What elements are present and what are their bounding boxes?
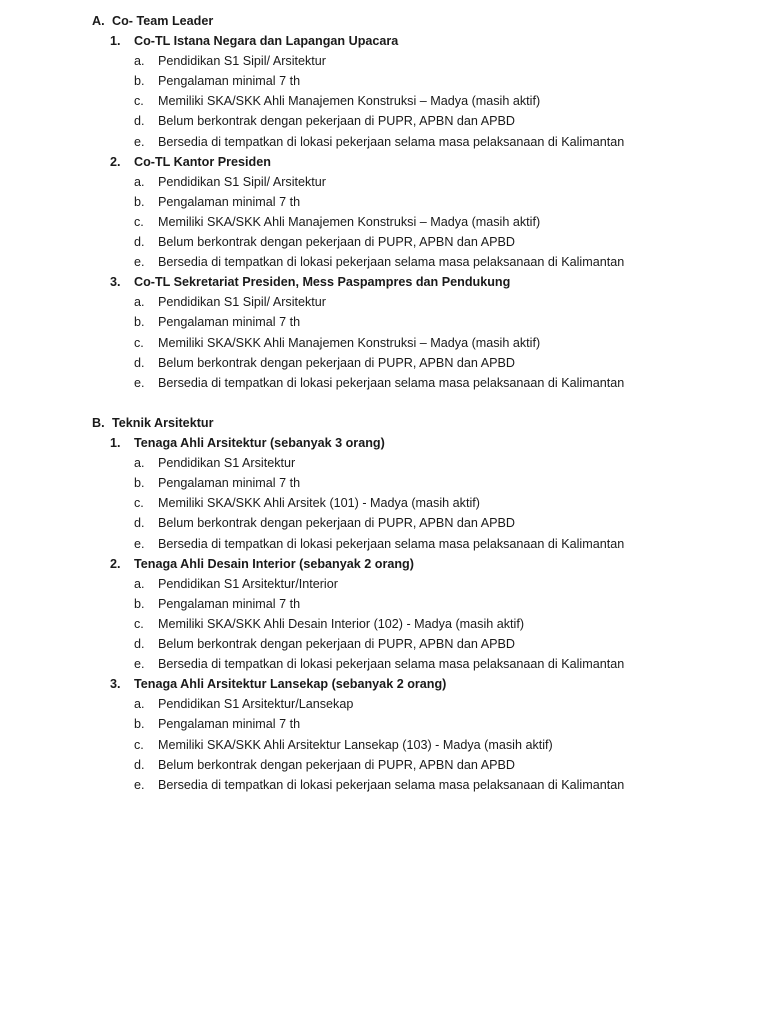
item-letter: c.	[134, 214, 144, 229]
subsection-number: 1.	[110, 436, 121, 451]
subsection-tenaga-ahli-arsitektur-lansekap	[92, 674, 732, 795]
list-item	[92, 493, 732, 513]
item-letter: d.	[134, 114, 145, 129]
item-text: Bersedia di tempatkan di lokasi pekerjaan selama masa pelaksanaan di Kalimantan	[158, 255, 625, 270]
item-text: Pendidikan S1 Sipil/ Arsitektur	[158, 174, 327, 189]
item-letter: a.	[134, 697, 145, 712]
item-letter: e.	[134, 134, 145, 149]
item-letter: d.	[134, 516, 145, 531]
list-item	[92, 312, 732, 332]
list-item	[92, 574, 732, 594]
list-item	[92, 373, 732, 393]
item-text: Belum berkontrak dengan pekerjaan di PUPR, APBN dan APBD	[158, 114, 516, 129]
item-letter: a.	[134, 295, 145, 310]
subsection-heading	[92, 554, 732, 574]
item-text: Pengalaman minimal 7 th	[158, 596, 301, 611]
list-item	[92, 172, 732, 192]
list-item	[92, 292, 732, 312]
item-letter: e.	[134, 255, 145, 270]
subsection-title: Tenaga Ahli Arsitektur Lansekap (sebanyak 2 orang)	[134, 677, 447, 692]
item-letter: b.	[134, 476, 145, 491]
list-item	[92, 453, 732, 473]
item-letter: d.	[134, 757, 145, 772]
subsection-title: Co-TL Sekretariat Presiden, Mess Paspampres dan Pendukung	[134, 275, 511, 290]
item-letter: a.	[134, 456, 145, 471]
item-letter: e.	[134, 536, 145, 551]
item-text: Memiliki SKA/SKK Ahli Arsitektur Lansekap (103) - Madya (masih aktif)	[158, 737, 553, 752]
item-letter: b.	[134, 596, 145, 611]
item-text: Bersedia di tempatkan di lokasi pekerjaan selama masa pelaksanaan di Kalimantan	[158, 777, 625, 792]
subsection-title: Co-TL Kantor Presiden	[134, 154, 271, 169]
section-title: Co- Team Leader	[112, 14, 214, 28]
item-letter: a.	[134, 174, 145, 189]
list-item	[92, 473, 732, 493]
subsection-heading	[92, 31, 732, 51]
item-text: Belum berkontrak dengan pekerjaan di PUPR, APBN dan APBD	[158, 516, 516, 531]
subsection-heading	[92, 272, 732, 292]
list-item	[92, 51, 732, 71]
list-item	[92, 614, 732, 634]
item-text: Memiliki SKA/SKK Ahli Manajemen Konstruksi – Madya (masih aktif)	[158, 335, 541, 350]
list-item	[92, 534, 732, 554]
item-letter: a.	[134, 54, 145, 69]
list-item	[92, 714, 732, 734]
section-heading	[92, 11, 732, 31]
item-text: Pengalaman minimal 7 th	[158, 315, 301, 330]
subsection-tenaga-ahli-arsitektur	[92, 433, 732, 554]
item-text: Pendidikan S1 Arsitektur	[158, 456, 296, 471]
section-letter: B.	[92, 416, 105, 430]
subsection-tenaga-ahli-desain-interior	[92, 554, 732, 675]
subsection-title: Co-TL Istana Negara dan Lapangan Upacara	[134, 34, 399, 49]
item-letter: a.	[134, 576, 145, 591]
item-letter: b.	[134, 315, 145, 330]
subsection-number: 2.	[110, 154, 121, 169]
item-text: Pendidikan S1 Sipil/ Arsitektur	[158, 54, 327, 69]
list-item	[92, 594, 732, 614]
item-text: Memiliki SKA/SKK Ahli Desain Interior (102) - Madya (masih aktif)	[158, 616, 525, 631]
list-item	[92, 91, 732, 111]
subsection-co-tl-sekretariat-presiden	[92, 272, 732, 393]
list-item	[92, 232, 732, 252]
item-letter: b.	[134, 194, 145, 209]
item-text: Pendidikan S1 Sipil/ Arsitektur	[158, 295, 327, 310]
subsection-number: 3.	[110, 275, 121, 290]
subsection-number: 2.	[110, 556, 121, 571]
section-title: Teknik Arsitektur	[112, 416, 214, 430]
list-item	[92, 333, 732, 353]
item-text: Belum berkontrak dengan pekerjaan di PUPR, APBN dan APBD	[158, 355, 516, 370]
item-text: Bersedia di tempatkan di lokasi pekerjaan selama masa pelaksanaan di Kalimantan	[158, 375, 625, 390]
item-text: Bersedia di tempatkan di lokasi pekerjaan selama masa pelaksanaan di Kalimantan	[158, 657, 625, 672]
item-text: Belum berkontrak dengan pekerjaan di PUPR, APBN dan APBD	[158, 757, 516, 772]
subsection-number: 1.	[110, 34, 121, 49]
item-letter: c.	[134, 94, 144, 109]
item-text: Belum berkontrak dengan pekerjaan di PUPR, APBN dan APBD	[158, 235, 516, 250]
list-item	[92, 654, 732, 674]
item-text: Pengalaman minimal 7 th	[158, 717, 301, 732]
item-text: Bersedia di tempatkan di lokasi pekerjaan selama masa pelaksanaan di Kalimantan	[158, 134, 625, 149]
item-text: Memiliki SKA/SKK Ahli Manajemen Konstruksi – Madya (masih aktif)	[158, 214, 541, 229]
section-letter: A.	[92, 14, 105, 28]
item-letter: e.	[134, 657, 145, 672]
item-text: Pengalaman minimal 7 th	[158, 476, 301, 491]
list-item	[92, 252, 732, 272]
item-letter: d.	[134, 355, 145, 370]
item-letter: b.	[134, 74, 145, 89]
list-item	[92, 353, 732, 373]
list-item	[92, 694, 732, 714]
item-text: Belum berkontrak dengan pekerjaan di PUPR, APBN dan APBD	[158, 637, 516, 652]
item-text: Bersedia di tempatkan di lokasi pekerjaan selama masa pelaksanaan di Kalimantan	[158, 536, 625, 551]
item-letter: e.	[134, 777, 145, 792]
item-letter: c.	[134, 335, 144, 350]
item-letter: c.	[134, 496, 144, 511]
list-item	[92, 634, 732, 654]
list-item	[92, 71, 732, 91]
subsection-heading	[92, 433, 732, 453]
list-item	[92, 735, 732, 755]
list-item	[92, 775, 732, 795]
list-item	[92, 192, 732, 212]
list-item	[92, 212, 732, 232]
list-item	[92, 513, 732, 533]
list-item	[92, 132, 732, 152]
subsection-title: Tenaga Ahli Arsitektur (sebanyak 3 orang)	[134, 436, 385, 451]
subsection-co-tl-istana-negara	[92, 31, 732, 152]
item-letter: e.	[134, 375, 145, 390]
item-text: Memiliki SKA/SKK Ahli Manajemen Konstruksi – Madya (masih aktif)	[158, 94, 541, 109]
subsection-heading	[92, 674, 732, 694]
item-text: Pengalaman minimal 7 th	[158, 194, 301, 209]
subsection-heading	[92, 152, 732, 172]
section-b	[92, 413, 732, 795]
subsection-title: Tenaga Ahli Desain Interior (sebanyak 2 orang)	[134, 556, 414, 571]
list-item	[92, 111, 732, 131]
item-letter: c.	[134, 616, 144, 631]
item-text: Pendidikan S1 Arsitektur/Lansekap	[158, 697, 354, 712]
subsection-number: 3.	[110, 677, 121, 692]
section-heading	[92, 413, 732, 433]
item-text: Pendidikan S1 Arsitektur/Interior	[158, 576, 338, 591]
item-letter: d.	[134, 637, 145, 652]
list-item	[92, 755, 732, 775]
item-text: Pengalaman minimal 7 th	[158, 74, 301, 89]
item-letter: d.	[134, 235, 145, 250]
section-a	[92, 11, 732, 393]
item-text: Memiliki SKA/SKK Ahli Arsitek (101) - Madya (masih aktif)	[158, 496, 480, 511]
item-letter: b.	[134, 717, 145, 732]
item-letter: c.	[134, 737, 144, 752]
subsection-co-tl-kantor-presiden	[92, 152, 732, 273]
